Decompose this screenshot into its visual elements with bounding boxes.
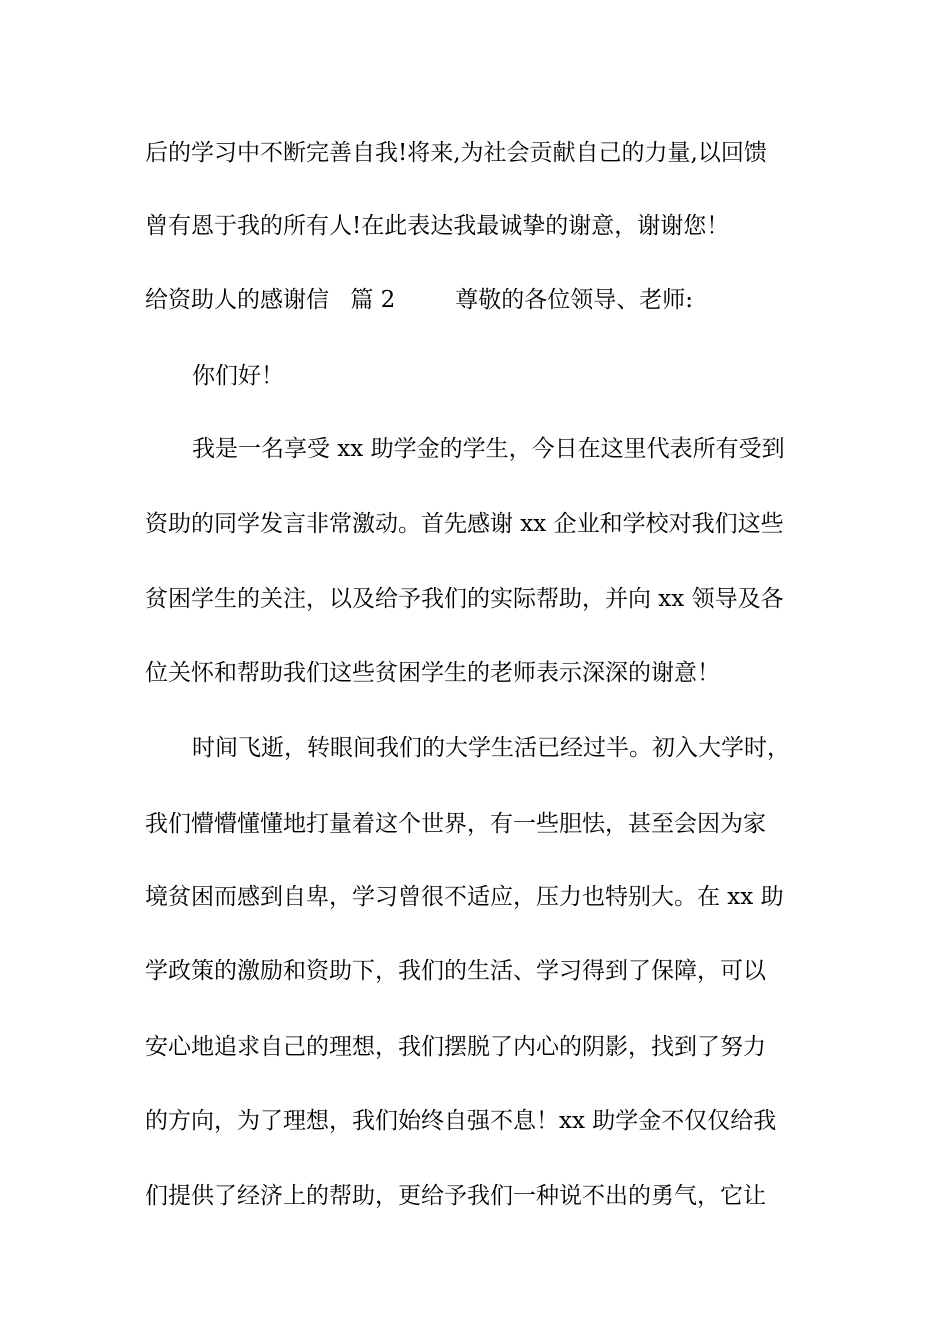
body-line: 的方向，为了理想，我们始终自强不息！xx 助学金不仅仅给我 xyxy=(145,1108,777,1134)
paragraph-first-line: 我是一名享受 xx 助学金的学生，今日在这里代表所有受到 xyxy=(192,436,785,462)
body-line: 位关怀和帮助我们这些贫困学生的老师表示深深的谢意！ xyxy=(145,660,720,686)
greeting-line: 你们好！ xyxy=(192,363,284,389)
body-line: 后的学习中不断完善自我!将来,为社会贡献自己的力量,以回馈 xyxy=(145,140,767,166)
body-line: 我们懵懵懂懂地打量着这个世界，有一些胆怯，甚至会因为家 xyxy=(145,811,766,837)
paragraph-first-line: 时间飞逝，转眼间我们的大学生活已经过半。初入大学时， xyxy=(192,735,790,761)
body-line: 安心地追求自己的理想，我们摆脱了内心的阴影，找到了努力 xyxy=(145,1034,766,1060)
letter-title: 给资助人的感谢信 xyxy=(145,287,329,313)
section-number: 篇 2 xyxy=(350,287,396,313)
body-line: 境贫困而感到自卑，学习曾很不适应，压力也特别大。在 xx 助 xyxy=(145,884,784,910)
body-line: 资助的同学发言非常激动。首先感谢 xx 企业和学校对我们这些 xyxy=(145,511,784,537)
salutation: 尊敬的各位领导、老师: xyxy=(455,287,694,313)
section-heading xyxy=(145,285,835,315)
body-line: 学政策的激励和资助下，我们的生活、学习得到了保障，可以 xyxy=(145,958,766,984)
body-line: 们提供了经济上的帮助，更给予我们一种说不出的勇气，它让 xyxy=(145,1183,766,1209)
body-line: 曾有恩于我的所有人!在此表达我最诚挚的谢意，谢谢您！ xyxy=(145,213,730,239)
body-line: 贫困学生的关注，以及给予我们的实际帮助，并向 xx 领导及各 xyxy=(145,586,784,612)
